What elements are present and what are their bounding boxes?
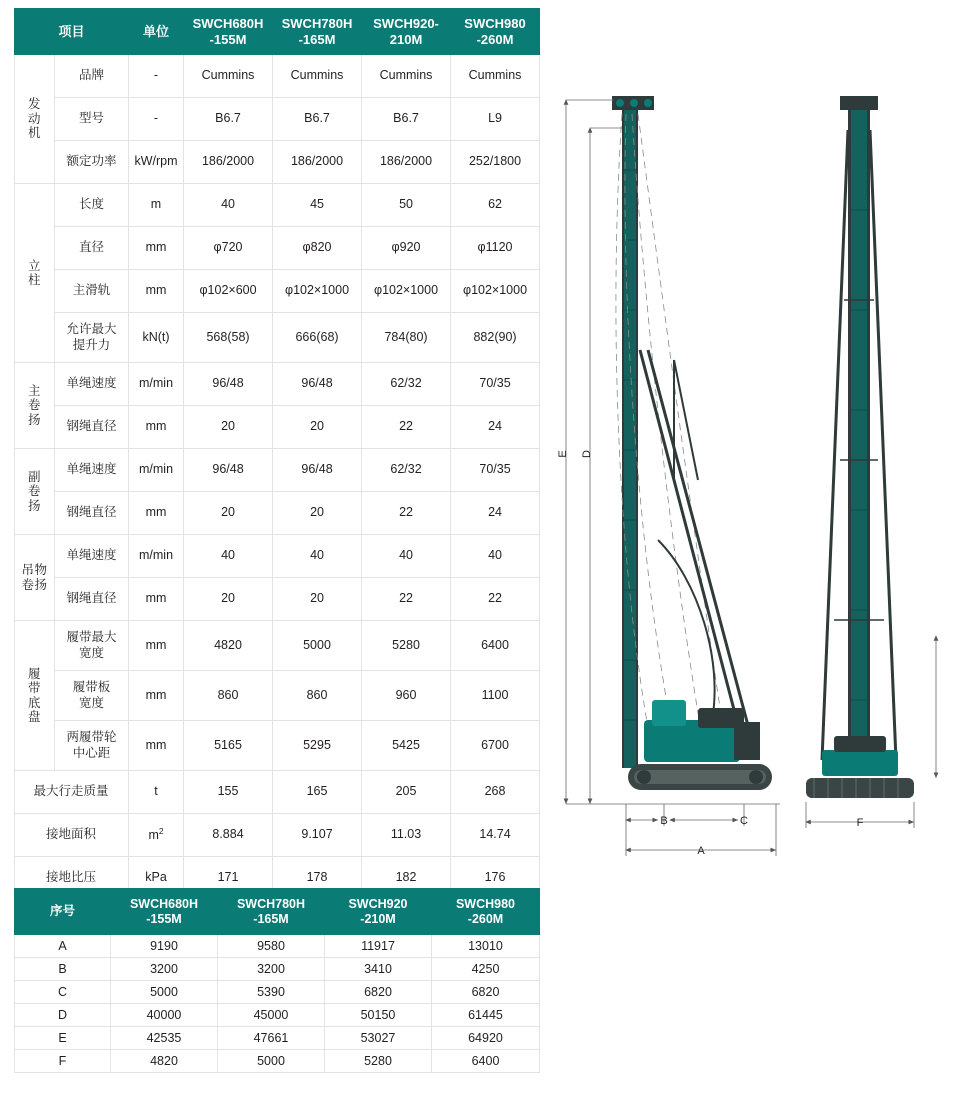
header-unit: 单位 bbox=[129, 9, 184, 55]
table-row bbox=[15, 141, 540, 184]
table-row bbox=[15, 184, 540, 227]
cell-value: 20 bbox=[184, 492, 273, 535]
row-unit: - bbox=[129, 98, 184, 141]
table-row bbox=[15, 935, 540, 958]
group-label-mast: 立 柱 bbox=[15, 184, 55, 363]
cell-value: 3410 bbox=[325, 958, 432, 981]
cell-value: B6.7 bbox=[273, 98, 362, 141]
cell-value: 20 bbox=[273, 578, 362, 621]
cell-value: 42535 bbox=[111, 1027, 218, 1050]
cell-value: 4820 bbox=[111, 1050, 218, 1073]
row-unit: t bbox=[129, 771, 184, 814]
dim-code: E bbox=[15, 1027, 111, 1050]
dim-code: F bbox=[15, 1050, 111, 1073]
cell-value: 96/48 bbox=[184, 363, 273, 406]
cell-value: 40 bbox=[184, 535, 273, 578]
table-row bbox=[15, 958, 540, 981]
cell-value: φ720 bbox=[184, 227, 273, 270]
cell-value: 1100 bbox=[451, 671, 540, 721]
cell-value: φ102×600 bbox=[184, 270, 273, 313]
cell-value: 171 bbox=[184, 857, 273, 900]
row-unit: - bbox=[129, 55, 184, 98]
row-item-label: 钢绳直径 bbox=[55, 578, 129, 621]
row-unit: kPa bbox=[129, 857, 184, 900]
dim-header-model-1: SWCH680H -155M bbox=[111, 889, 218, 935]
cell-value: 268 bbox=[451, 771, 540, 814]
cell-value: 165 bbox=[273, 771, 362, 814]
cell-value: φ102×1000 bbox=[362, 270, 451, 313]
row-item-label: 主滑轨 bbox=[55, 270, 129, 313]
cell-value: 3200 bbox=[218, 958, 325, 981]
table-row bbox=[15, 578, 540, 621]
cell-value: 96/48 bbox=[273, 449, 362, 492]
row-item-label: 两履带轮 中心距 bbox=[55, 721, 129, 771]
cell-value: 5295 bbox=[273, 721, 362, 771]
row-unit: mm bbox=[129, 492, 184, 535]
row-item-label: 接地比压 bbox=[15, 857, 129, 900]
row-item-label: 履带板 宽度 bbox=[55, 671, 129, 721]
cell-value: 22 bbox=[362, 406, 451, 449]
table-row bbox=[15, 313, 540, 363]
table-row bbox=[15, 449, 540, 492]
cell-value: 53027 bbox=[325, 1027, 432, 1050]
cell-value: 14.74 bbox=[451, 814, 540, 857]
row-item-label: 长度 bbox=[55, 184, 129, 227]
cell-value: 155 bbox=[184, 771, 273, 814]
cell-value: 6400 bbox=[432, 1050, 540, 1073]
dim-code: C bbox=[15, 981, 111, 1004]
cell-value: 24 bbox=[451, 492, 540, 535]
dim-header-model-4: SWCH980 -260M bbox=[432, 889, 540, 935]
cell-value: 50150 bbox=[325, 1004, 432, 1027]
cell-value: 40 bbox=[273, 535, 362, 578]
cell-value: 20 bbox=[273, 492, 362, 535]
row-item-label: 额定功率 bbox=[55, 141, 129, 184]
cell-value: 20 bbox=[184, 578, 273, 621]
header-item: 项目 bbox=[15, 9, 129, 55]
dimension-header-row bbox=[15, 889, 540, 935]
row-unit: mm bbox=[129, 578, 184, 621]
dimension-label-A: A bbox=[697, 845, 705, 857]
row-unit: mm bbox=[129, 721, 184, 771]
header-model-3: SWCH920- 210M bbox=[362, 9, 451, 55]
dim-header-code: 序号 bbox=[15, 889, 111, 935]
table-row bbox=[15, 363, 540, 406]
cell-value: 3200 bbox=[111, 958, 218, 981]
cell-value: φ102×1000 bbox=[273, 270, 362, 313]
cell-value: 50 bbox=[362, 184, 451, 227]
row-unit: mm bbox=[129, 227, 184, 270]
cell-value: 70/35 bbox=[451, 449, 540, 492]
table-row bbox=[15, 535, 540, 578]
table-row bbox=[15, 227, 540, 270]
row-item-label: 单绳速度 bbox=[55, 449, 129, 492]
cell-value: 6820 bbox=[325, 981, 432, 1004]
cell-value: 568(58) bbox=[184, 313, 273, 363]
cell-value: 5280 bbox=[362, 621, 451, 671]
cell-value: 860 bbox=[273, 671, 362, 721]
table-header-row bbox=[15, 9, 540, 55]
table-row bbox=[15, 1027, 540, 1050]
row-item-label: 最大行走质量 bbox=[15, 771, 129, 814]
cell-value: 22 bbox=[362, 492, 451, 535]
specification-table-container bbox=[14, 8, 539, 900]
dimension-table-container bbox=[14, 888, 539, 1073]
cell-value: 186/2000 bbox=[362, 141, 451, 184]
dimension-table bbox=[14, 888, 540, 1073]
dimension-label-F: F bbox=[856, 817, 864, 829]
cell-value: B6.7 bbox=[362, 98, 451, 141]
cell-value: Cummins bbox=[362, 55, 451, 98]
cell-value: 5000 bbox=[218, 1050, 325, 1073]
cell-value: 205 bbox=[362, 771, 451, 814]
cell-value: 22 bbox=[451, 578, 540, 621]
row-item-label: 钢绳直径 bbox=[55, 492, 129, 535]
cell-value: 13010 bbox=[432, 935, 540, 958]
cell-value: 6820 bbox=[432, 981, 540, 1004]
cell-value: φ820 bbox=[273, 227, 362, 270]
group-label-main-winch: 主 卷 扬 bbox=[15, 363, 55, 449]
table-row bbox=[15, 1004, 540, 1027]
table-row bbox=[15, 621, 540, 671]
cell-value: L9 bbox=[451, 98, 540, 141]
table-row bbox=[15, 492, 540, 535]
cell-value: 186/2000 bbox=[273, 141, 362, 184]
cell-value: 252/1800 bbox=[451, 141, 540, 184]
table-row bbox=[15, 814, 540, 857]
row-unit: $m^2$ bbox=[129, 814, 184, 857]
table-row bbox=[15, 270, 540, 313]
machine-dimension-drawing bbox=[548, 60, 948, 880]
cell-value: 882(90) bbox=[451, 313, 540, 363]
group-label-aux-winch: 副 卷 扬 bbox=[15, 449, 55, 535]
cell-value: 176 bbox=[451, 857, 540, 900]
dimension-label-B: B bbox=[660, 815, 668, 827]
dim-header-model-3: SWCH920 -210M bbox=[325, 889, 432, 935]
side-view-drilling-rig bbox=[612, 96, 772, 790]
cell-value: 960 bbox=[362, 671, 451, 721]
row-unit: m/min bbox=[129, 535, 184, 578]
cell-value: 62 bbox=[451, 184, 540, 227]
row-unit: m bbox=[129, 184, 184, 227]
header-model-4: SWCH980 -260M bbox=[451, 9, 540, 55]
row-unit: kN(t) bbox=[129, 313, 184, 363]
row-unit: mm bbox=[129, 671, 184, 721]
cell-value: 11917 bbox=[325, 935, 432, 958]
cell-value: 96/48 bbox=[184, 449, 273, 492]
row-item-label: 履带最大 宽度 bbox=[55, 621, 129, 671]
row-item-label: 钢绳直径 bbox=[55, 406, 129, 449]
cell-value: 860 bbox=[184, 671, 273, 721]
cell-value: φ102×1000 bbox=[451, 270, 540, 313]
table-row bbox=[15, 55, 540, 98]
cell-value: 40 bbox=[362, 535, 451, 578]
group-label-undercarriage: 履 带 底 盘 bbox=[15, 621, 55, 771]
cell-value: 4250 bbox=[432, 958, 540, 981]
cell-value: 666(68) bbox=[273, 313, 362, 363]
table-row bbox=[15, 406, 540, 449]
cell-value: 45 bbox=[273, 184, 362, 227]
table-row bbox=[15, 981, 540, 1004]
dim-code: A bbox=[15, 935, 111, 958]
dim-code: B bbox=[15, 958, 111, 981]
cell-value: Cummins bbox=[184, 55, 273, 98]
row-unit: m/min bbox=[129, 363, 184, 406]
cell-value: 62/32 bbox=[362, 449, 451, 492]
cell-value: 62/32 bbox=[362, 363, 451, 406]
row-item-label: 接地面积 bbox=[15, 814, 129, 857]
cell-value: 6700 bbox=[451, 721, 540, 771]
cell-value: 178 bbox=[273, 857, 362, 900]
cell-value: 186/2000 bbox=[184, 141, 273, 184]
cell-value: 4820 bbox=[184, 621, 273, 671]
row-item-label: 允许最大 提升力 bbox=[55, 313, 129, 363]
front-view-drilling-rig bbox=[806, 96, 914, 798]
cell-value: 47661 bbox=[218, 1027, 325, 1050]
cell-value: 5280 bbox=[325, 1050, 432, 1073]
row-item-label: 单绳速度 bbox=[55, 363, 129, 406]
cell-value: Cummins bbox=[273, 55, 362, 98]
cell-value: 20 bbox=[184, 406, 273, 449]
table-row bbox=[15, 771, 540, 814]
cell-value: 5000 bbox=[111, 981, 218, 1004]
row-unit: mm bbox=[129, 621, 184, 671]
cell-value: 96/48 bbox=[273, 363, 362, 406]
table-row bbox=[15, 721, 540, 771]
cell-value: 6400 bbox=[451, 621, 540, 671]
cell-value: 9190 bbox=[111, 935, 218, 958]
cell-value: 11.03 bbox=[362, 814, 451, 857]
cell-value: 70/35 bbox=[451, 363, 540, 406]
dimension-label-E: E bbox=[557, 450, 569, 458]
cell-value: 40000 bbox=[111, 1004, 218, 1027]
header-model-2: SWCH780H -165M bbox=[273, 9, 362, 55]
cell-value: 64920 bbox=[432, 1027, 540, 1050]
cell-value: 784(80) bbox=[362, 313, 451, 363]
cell-value: 40 bbox=[184, 184, 273, 227]
header-model-1: SWCH680H -155M bbox=[184, 9, 273, 55]
cell-value: 20 bbox=[273, 406, 362, 449]
cell-value: 22 bbox=[362, 578, 451, 621]
dimension-label-D: D bbox=[581, 450, 593, 458]
table-row bbox=[15, 98, 540, 141]
cell-value: 24 bbox=[451, 406, 540, 449]
cell-value: 9580 bbox=[218, 935, 325, 958]
row-unit: kW/rpm bbox=[129, 141, 184, 184]
cell-value: 61445 bbox=[432, 1004, 540, 1027]
cell-value: Cummins bbox=[451, 55, 540, 98]
cell-value: 40 bbox=[451, 535, 540, 578]
cell-value: 5165 bbox=[184, 721, 273, 771]
table-row bbox=[15, 1050, 540, 1073]
cell-value: φ920 bbox=[362, 227, 451, 270]
group-label-engine: 发 动 机 bbox=[15, 55, 55, 184]
cell-value: φ1120 bbox=[451, 227, 540, 270]
cell-value: 8.884 bbox=[184, 814, 273, 857]
row-unit: mm bbox=[129, 270, 184, 313]
cell-value: 5000 bbox=[273, 621, 362, 671]
cell-value: 5425 bbox=[362, 721, 451, 771]
row-item-label: 型号 bbox=[55, 98, 129, 141]
cell-value: 182 bbox=[362, 857, 451, 900]
cell-value: 5390 bbox=[218, 981, 325, 1004]
dim-header-model-2: SWCH780H -165M bbox=[218, 889, 325, 935]
dimension-label-C: C bbox=[740, 815, 748, 827]
dim-code: D bbox=[15, 1004, 111, 1027]
row-item-label: 单绳速度 bbox=[55, 535, 129, 578]
row-unit: m/min bbox=[129, 449, 184, 492]
row-unit: mm bbox=[129, 406, 184, 449]
row-item-label: 品牌 bbox=[55, 55, 129, 98]
cell-value: 45000 bbox=[218, 1004, 325, 1027]
table-row bbox=[15, 671, 540, 721]
cell-value: 9.107 bbox=[273, 814, 362, 857]
specification-table bbox=[14, 8, 540, 900]
row-item-label: 直径 bbox=[55, 227, 129, 270]
group-label-lifting-winch: 吊物 卷扬 bbox=[15, 535, 55, 621]
cell-value: B6.7 bbox=[184, 98, 273, 141]
